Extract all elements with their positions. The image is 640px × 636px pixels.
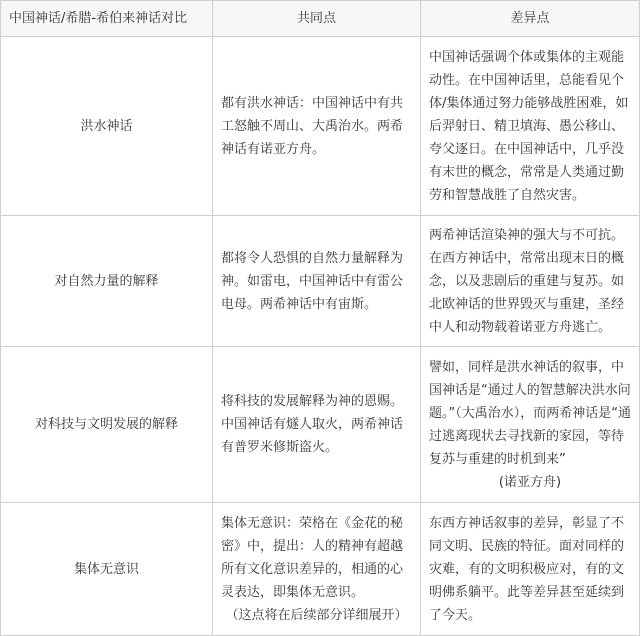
header-row: [1, 1, 640, 37]
row-diff: 两希神话渲染神的强大与不可抗。在西方神话中，常常出现末日的概念，以及悲剧后的重建与复苏。如北欧神话的世界毁灭与重建，圣经中人和动物载着诺亚方舟逃亡。: [421, 216, 640, 347]
row-diff: 东西方神话叙事的差异，彰显了不同文明、民族的特征。面对同样的灾难，有的文明积极应对，有的文明佛系躺平。此等差异甚至延续到了今天。: [421, 503, 640, 636]
table-row: [1, 347, 640, 503]
row-common-note: （这点将在后续部分详细展开）: [225, 607, 408, 623]
row-common: 将科技的发展解释为神的恩赐。中国神话有燧人取火，两希神话有普罗米修斯盗火。: [213, 347, 421, 503]
row-common: 都有洪水神话：中国神话中有共工怒触不周山、大禹治水。两希神话有诺亚方舟。: [213, 37, 421, 216]
header-diff: 差异点: [421, 1, 640, 37]
row-common-cell: [213, 503, 421, 636]
row-common: 都将令人恐惧的自然力量解释为神。如雷电，中国神话中有雷公电母。两希神话中有宙斯。: [213, 216, 421, 347]
row-topic: 洪水神话: [1, 37, 213, 216]
row-diff: 譬如，同样是洪水神话的叙事，中国神话是“通过人的智慧解决洪水问题。”（大禹治水），而两希神话是“通过逃离现状去寻找新的家园，等待复苏与重建的时机到来”: [429, 359, 631, 467]
table-row: [1, 216, 640, 347]
row-topic: 对科技与文明发展的解释: [1, 347, 213, 503]
row-topic: 集体无意识: [1, 503, 213, 636]
row-diff: 中国神话强调个体或集体的主观能动性。在中国神话里，总能看见个体/集体通过努力能够战胜困难，如后羿射日、精卫填海、愚公移山、夸父逐日。在中国神话中，几乎没有末世的概念，常常是人类通过勤劳和智慧战胜了自然灾害。: [421, 37, 640, 216]
row-diff-cell: [421, 347, 640, 503]
table-row: [1, 503, 640, 636]
row-diff-note: (诺亚方舟): [498, 474, 562, 490]
header-topic: 中国神话/希腊-希伯来神话对比: [1, 1, 213, 37]
row-topic: 对自然力量的解释: [1, 216, 213, 347]
table-row: [1, 37, 640, 216]
header-common: 共同点: [213, 1, 421, 37]
row-common: 集体无意识：荣格在《金花的秘密》中，提出：人的精神有超越所有文化意识差异的，相通的心灵表达，即集体无意识。: [221, 515, 404, 600]
